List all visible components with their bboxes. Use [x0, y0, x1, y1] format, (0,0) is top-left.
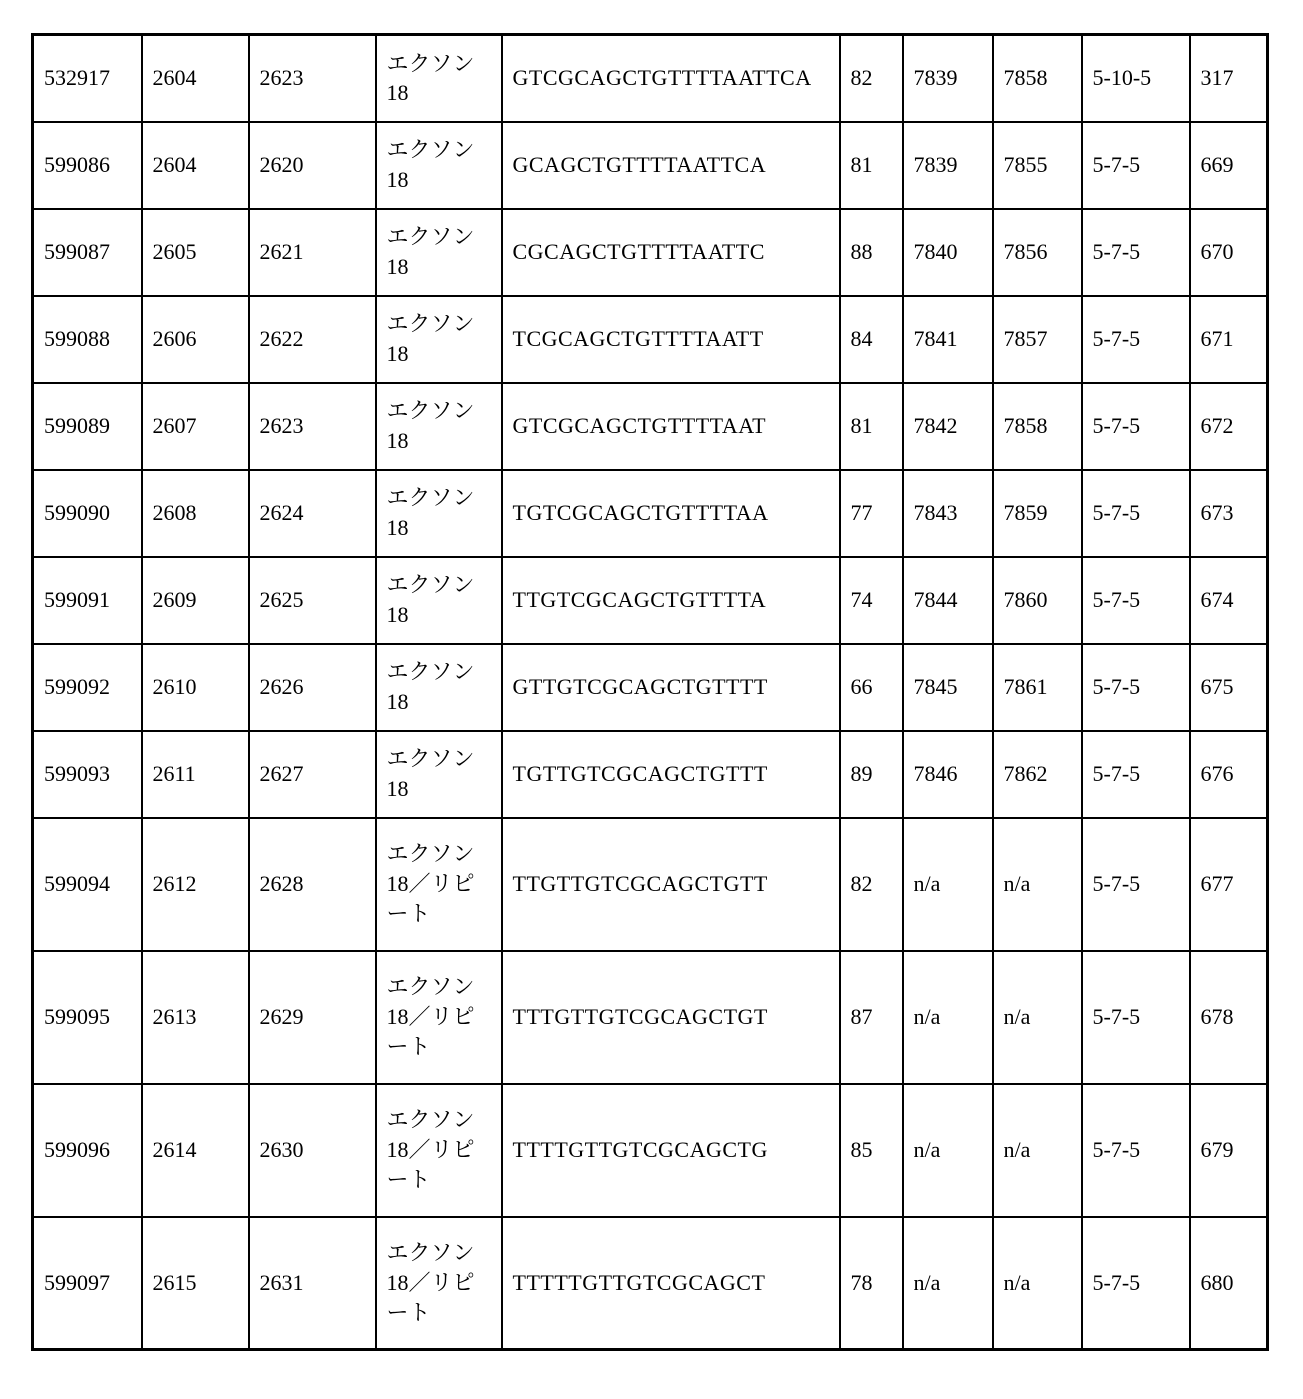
- cell-end-position: 2623: [249, 35, 376, 122]
- cell-target-start: 7846: [903, 731, 993, 818]
- cell-assay-id: 599095: [33, 951, 142, 1084]
- cell-start-position: 2609: [142, 557, 249, 644]
- cell-region: エクソン18: [376, 470, 502, 557]
- cell-region: エクソン18: [376, 122, 502, 209]
- cell-sequence: TCGCAGCTGTTTTAATT: [502, 296, 840, 383]
- table-row: [33, 818, 1268, 951]
- cell-seq-id-no: 671: [1190, 296, 1268, 383]
- cell-inhibition-value: 78: [840, 1217, 903, 1350]
- cell-target-start: 7839: [903, 122, 993, 209]
- table-row: [33, 557, 1268, 644]
- cell-region: エクソン18: [376, 35, 502, 122]
- table-row: [33, 951, 1268, 1084]
- cell-gapmer-design: 5-7-5: [1082, 1217, 1190, 1350]
- cell-target-end: n/a: [993, 1084, 1082, 1217]
- cell-target-end: 7862: [993, 731, 1082, 818]
- cell-start-position: 2612: [142, 818, 249, 951]
- cell-start-position: 2610: [142, 644, 249, 731]
- cell-inhibition-value: 77: [840, 470, 903, 557]
- cell-seq-id-no: 672: [1190, 383, 1268, 470]
- cell-start-position: 2605: [142, 209, 249, 296]
- cell-region: エクソン18／リピート: [376, 1084, 502, 1217]
- cell-target-start: 7843: [903, 470, 993, 557]
- cell-start-position: 2615: [142, 1217, 249, 1350]
- cell-target-start: 7842: [903, 383, 993, 470]
- cell-end-position: 2623: [249, 383, 376, 470]
- cell-target-end: n/a: [993, 818, 1082, 951]
- cell-inhibition-value: 66: [840, 644, 903, 731]
- cell-inhibition-value: 85: [840, 1084, 903, 1217]
- cell-target-end: n/a: [993, 951, 1082, 1084]
- cell-inhibition-value: 88: [840, 209, 903, 296]
- oligonucleotide-table: [31, 33, 1269, 1351]
- cell-gapmer-design: 5-7-5: [1082, 296, 1190, 383]
- cell-region: エクソン18／リピート: [376, 951, 502, 1084]
- cell-sequence: TTTTGTTGTCGCAGCTG: [502, 1084, 840, 1217]
- cell-target-start: 7840: [903, 209, 993, 296]
- cell-gapmer-design: 5-7-5: [1082, 470, 1190, 557]
- cell-end-position: 2630: [249, 1084, 376, 1217]
- cell-gapmer-design: 5-7-5: [1082, 731, 1190, 818]
- cell-region: エクソン18: [376, 296, 502, 383]
- cell-seq-id-no: 679: [1190, 1084, 1268, 1217]
- table-row: [33, 383, 1268, 470]
- cell-region: エクソン18: [376, 731, 502, 818]
- cell-assay-id: 599090: [33, 470, 142, 557]
- table-row: [33, 644, 1268, 731]
- cell-sequence: GCAGCTGTTTTAATTCA: [502, 122, 840, 209]
- cell-end-position: 2627: [249, 731, 376, 818]
- cell-sequence: GTCGCAGCTGTTTTAAT: [502, 383, 840, 470]
- cell-target-end: n/a: [993, 1217, 1082, 1350]
- cell-target-start: 7839: [903, 35, 993, 122]
- cell-assay-id: 532917: [33, 35, 142, 122]
- cell-seq-id-no: 670: [1190, 209, 1268, 296]
- table-row: [33, 35, 1268, 122]
- cell-gapmer-design: 5-7-5: [1082, 557, 1190, 644]
- cell-seq-id-no: 317: [1190, 35, 1268, 122]
- cell-target-start: 7845: [903, 644, 993, 731]
- cell-region: エクソン18／リピート: [376, 1217, 502, 1350]
- table-row: [33, 470, 1268, 557]
- cell-inhibition-value: 89: [840, 731, 903, 818]
- cell-assay-id: 599091: [33, 557, 142, 644]
- cell-inhibition-value: 74: [840, 557, 903, 644]
- cell-gapmer-design: 5-7-5: [1082, 122, 1190, 209]
- cell-end-position: 2629: [249, 951, 376, 1084]
- cell-sequence: TGTCGCAGCTGTTTTAA: [502, 470, 840, 557]
- cell-region: エクソン18／リピート: [376, 818, 502, 951]
- cell-assay-id: 599092: [33, 644, 142, 731]
- cell-region: エクソン18: [376, 209, 502, 296]
- cell-start-position: 2606: [142, 296, 249, 383]
- cell-sequence: TTGTCGCAGCTGTTTTA: [502, 557, 840, 644]
- cell-start-position: 2604: [142, 122, 249, 209]
- cell-gapmer-design: 5-7-5: [1082, 383, 1190, 470]
- cell-target-end: 7855: [993, 122, 1082, 209]
- cell-target-end: 7858: [993, 383, 1082, 470]
- cell-start-position: 2611: [142, 731, 249, 818]
- table-row: [33, 122, 1268, 209]
- cell-inhibition-value: 81: [840, 122, 903, 209]
- cell-start-position: 2607: [142, 383, 249, 470]
- cell-target-end: 7861: [993, 644, 1082, 731]
- cell-sequence: TTTTTGTTGTCGCAGCT: [502, 1217, 840, 1350]
- cell-region: エクソン18: [376, 557, 502, 644]
- cell-start-position: 2604: [142, 35, 249, 122]
- cell-end-position: 2631: [249, 1217, 376, 1350]
- cell-assay-id: 599087: [33, 209, 142, 296]
- table-row: [33, 296, 1268, 383]
- cell-target-end: 7859: [993, 470, 1082, 557]
- cell-gapmer-design: 5-7-5: [1082, 1084, 1190, 1217]
- table-row: [33, 1217, 1268, 1350]
- cell-gapmer-design: 5-7-5: [1082, 818, 1190, 951]
- cell-assay-id: 599094: [33, 818, 142, 951]
- cell-sequence: GTCGCAGCTGTTTTAATTCA: [502, 35, 840, 122]
- cell-target-end: 7858: [993, 35, 1082, 122]
- cell-sequence: TTTGTTGTCGCAGCTGT: [502, 951, 840, 1084]
- cell-assay-id: 599096: [33, 1084, 142, 1217]
- cell-target-end: 7860: [993, 557, 1082, 644]
- cell-target-end: 7857: [993, 296, 1082, 383]
- cell-assay-id: 599086: [33, 122, 142, 209]
- cell-end-position: 2621: [249, 209, 376, 296]
- cell-assay-id: 599097: [33, 1217, 142, 1350]
- cell-seq-id-no: 680: [1190, 1217, 1268, 1350]
- cell-end-position: 2622: [249, 296, 376, 383]
- cell-target-start: n/a: [903, 951, 993, 1084]
- cell-seq-id-no: 676: [1190, 731, 1268, 818]
- cell-gapmer-design: 5-7-5: [1082, 644, 1190, 731]
- cell-seq-id-no: 675: [1190, 644, 1268, 731]
- cell-region: エクソン18: [376, 644, 502, 731]
- cell-gapmer-design: 5-7-5: [1082, 209, 1190, 296]
- cell-seq-id-no: 673: [1190, 470, 1268, 557]
- cell-seq-id-no: 669: [1190, 122, 1268, 209]
- cell-sequence: TGTTGTCGCAGCTGTTT: [502, 731, 840, 818]
- cell-end-position: 2624: [249, 470, 376, 557]
- cell-start-position: 2613: [142, 951, 249, 1084]
- cell-target-end: 7856: [993, 209, 1082, 296]
- cell-gapmer-design: 5-10-5: [1082, 35, 1190, 122]
- cell-seq-id-no: 677: [1190, 818, 1268, 951]
- table-body: [33, 35, 1268, 1350]
- cell-end-position: 2620: [249, 122, 376, 209]
- cell-assay-id: 599089: [33, 383, 142, 470]
- cell-target-start: 7844: [903, 557, 993, 644]
- cell-gapmer-design: 5-7-5: [1082, 951, 1190, 1084]
- cell-end-position: 2628: [249, 818, 376, 951]
- cell-seq-id-no: 674: [1190, 557, 1268, 644]
- cell-assay-id: 599093: [33, 731, 142, 818]
- cell-target-start: n/a: [903, 1084, 993, 1217]
- cell-end-position: 2626: [249, 644, 376, 731]
- cell-start-position: 2614: [142, 1084, 249, 1217]
- cell-inhibition-value: 82: [840, 35, 903, 122]
- cell-target-start: n/a: [903, 1217, 993, 1350]
- cell-target-start: n/a: [903, 818, 993, 951]
- cell-assay-id: 599088: [33, 296, 142, 383]
- cell-end-position: 2625: [249, 557, 376, 644]
- cell-inhibition-value: 84: [840, 296, 903, 383]
- table-row: [33, 731, 1268, 818]
- cell-inhibition-value: 82: [840, 818, 903, 951]
- cell-sequence: GTTGTCGCAGCTGTTTT: [502, 644, 840, 731]
- table-row: [33, 209, 1268, 296]
- cell-region: エクソン18: [376, 383, 502, 470]
- cell-seq-id-no: 678: [1190, 951, 1268, 1084]
- cell-sequence: TTGTTGTCGCAGCTGTT: [502, 818, 840, 951]
- cell-sequence: CGCAGCTGTTTTAATTC: [502, 209, 840, 296]
- cell-inhibition-value: 87: [840, 951, 903, 1084]
- cell-inhibition-value: 81: [840, 383, 903, 470]
- cell-start-position: 2608: [142, 470, 249, 557]
- table-row: [33, 1084, 1268, 1217]
- cell-target-start: 7841: [903, 296, 993, 383]
